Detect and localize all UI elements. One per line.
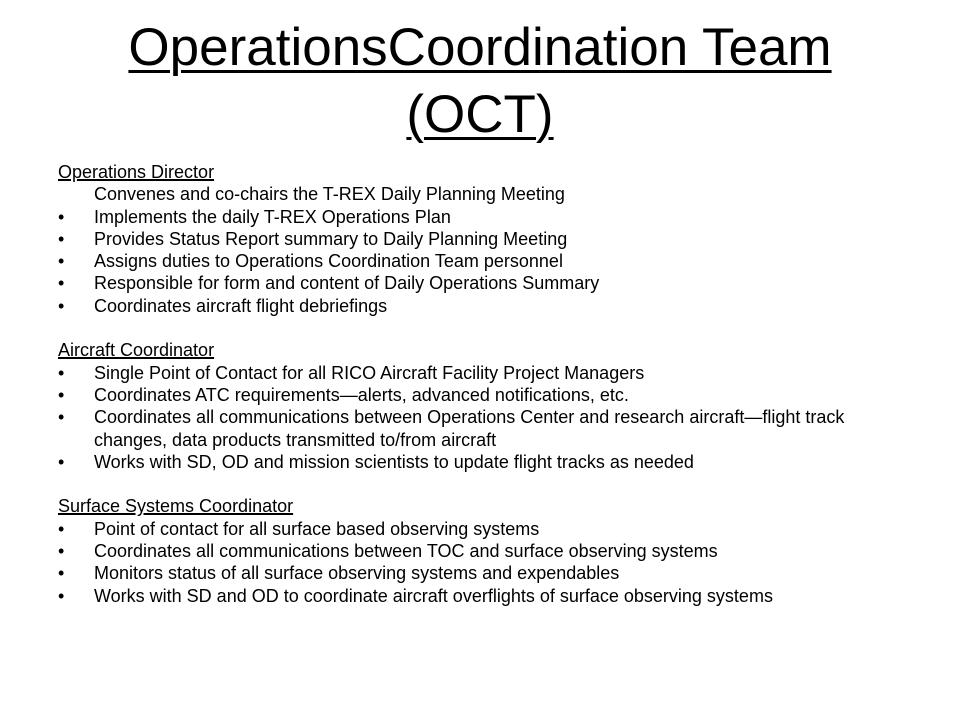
bullet-glyph: • (58, 295, 65, 316)
bullet-glyph: • (58, 228, 65, 249)
item-text: Single Point of Contact for all RICO Aircraft Facility Project Managers (94, 362, 645, 383)
item-text: Implements the daily T-REX Operations Plan (94, 206, 451, 227)
list-item (58, 585, 890, 607)
section (58, 339, 890, 473)
bullet-glyph: • (58, 563, 65, 584)
item-text: Point of contact for all surface based observing systems (94, 518, 540, 539)
list-item (58, 183, 890, 205)
list-item (58, 272, 890, 294)
list-item (58, 406, 890, 451)
item-text: Monitors status of all surface observing systems and expendables (94, 563, 620, 584)
item-text: Convenes and co-chairs the T-REX Daily Planning Meeting (94, 184, 565, 205)
bullet-glyph: • (58, 585, 65, 606)
section-heading: Aircraft Coordinator (58, 340, 215, 361)
item-text: Coordinates all communications between TOC and surface observing systems (94, 541, 718, 562)
item-text: Coordinates aircraft flight debriefings (94, 295, 388, 316)
bullet-glyph: • (58, 451, 65, 472)
item-text: Assigns duties to Operations Coordination Team personnel (94, 251, 563, 272)
item-text: Works with SD, OD and mission scientists to update flight tracks as needed (94, 451, 694, 472)
bullet-glyph: • (58, 541, 65, 562)
item-text: Coordinates ATC requirements—alerts, advanced notifications, etc. (94, 384, 629, 405)
list-item (58, 540, 890, 562)
list-item (58, 250, 890, 272)
item-text: Responsible for form and content of Daily Operations Summary (94, 273, 600, 294)
slide-title-line-1 (0, 14, 960, 81)
bullet-glyph: • (58, 251, 65, 272)
item-text: Provides Status Report summary to Daily Planning Meeting (94, 228, 568, 249)
slide-title-line-1-text: OperationsCoordination Team (128, 18, 832, 77)
list-item (58, 384, 890, 406)
section-heading: Operations Director (58, 162, 215, 182)
slide-body (58, 161, 890, 607)
bullet-glyph (58, 183, 94, 205)
section-heading: Surface Systems Coordinator (58, 496, 294, 517)
section (58, 161, 890, 317)
list-item (58, 562, 890, 584)
slide-title (0, 14, 960, 148)
bullet-glyph: • (58, 518, 65, 539)
list-item (58, 518, 890, 540)
list-item (58, 295, 890, 317)
section-items (58, 362, 890, 473)
slide-title-line-2-text: (OCT) (406, 85, 554, 144)
item-text: Works with SD and OD to coordinate aircraft overflights of surface observing systems (94, 585, 773, 606)
section (58, 495, 890, 606)
bullet-glyph: • (58, 273, 65, 294)
slide-title-line-2 (0, 81, 960, 148)
bullet-glyph: • (58, 206, 65, 227)
item-text: Coordinates all communications between Operations Center and research aircraft—flight track changes, data products transmitted to/from aircraft (94, 407, 845, 450)
list-item (58, 206, 890, 228)
bullet-glyph: • (58, 407, 65, 428)
bullet-glyph: • (58, 362, 65, 383)
list-item (58, 362, 890, 384)
section-items (58, 518, 890, 607)
list-item (58, 451, 890, 473)
list-item (58, 228, 890, 250)
bullet-glyph: • (58, 384, 65, 405)
section-items (58, 183, 890, 317)
